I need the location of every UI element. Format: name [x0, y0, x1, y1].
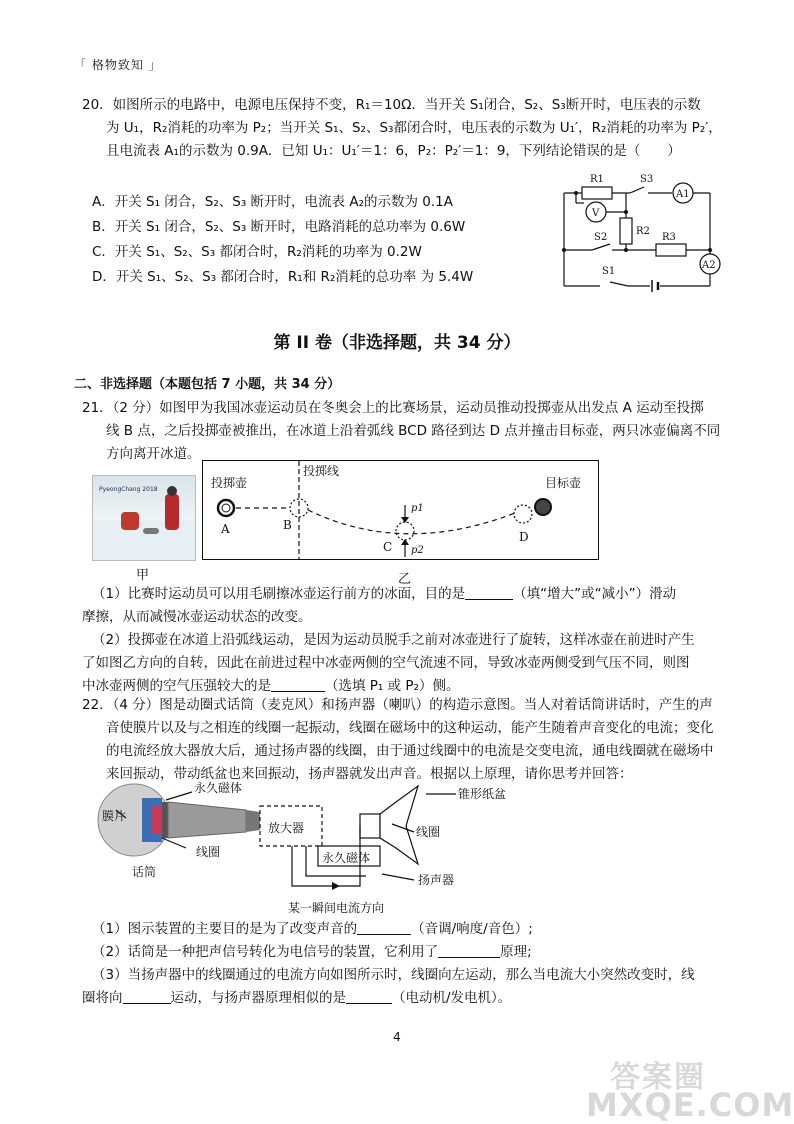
- label-cone: 锥形纸盆: [458, 787, 507, 801]
- stone-c: [396, 522, 414, 540]
- q22-sub3-b: 圈将向: [82, 990, 123, 1006]
- q22-sub1-b: （音调/响度/音色）;: [411, 921, 533, 937]
- microphone-speaker-diagram: [96, 780, 556, 918]
- q22-line3: 的电流经放大器放大后，通过扬声器的线圈，由于通过线圈中的电流是交变电流，通电线圈就在磁场中: [106, 743, 714, 759]
- r3-resistor: [656, 244, 686, 256]
- q22-sub2-b: 原理;: [500, 944, 532, 960]
- q22-blank-4[interactable]: [346, 989, 392, 1004]
- page-header: 「 格物致知 」: [74, 58, 162, 72]
- label-c: C: [383, 540, 393, 554]
- label-r2: R2: [636, 226, 650, 237]
- label-s3: S3: [640, 174, 654, 185]
- photo-caption: PyeongChang 2018: [99, 486, 158, 493]
- q21-subquestions: [82, 583, 722, 698]
- q21-sub1-c: 摩擦，从而减慢冰壶运动状态的改变。: [82, 609, 312, 625]
- label-p1: p1: [411, 503, 424, 514]
- speaker-coil: [360, 814, 380, 838]
- q22-subquestions: [82, 918, 722, 1010]
- circuit-diagram: [552, 168, 727, 296]
- section-title: 第 II 卷（非选择题，共 34 分）: [273, 333, 521, 353]
- q22-blank-1[interactable]: [357, 920, 411, 935]
- page-number: 4: [393, 1030, 401, 1044]
- q22-sub3-c: 运动，与扬声器原理相似的是: [170, 990, 346, 1006]
- q22-sub3-d: （电动机/发电机）。: [392, 990, 512, 1006]
- watermark-logo: 答案圈: [610, 1060, 706, 1095]
- label-r1: R1: [590, 174, 604, 185]
- q21-sub1-a: （1）比赛时运动员可以用毛刷擦冰壶运行前方的冰面，目的是: [92, 586, 466, 602]
- q22-blank-3[interactable]: [123, 989, 171, 1004]
- q21-sub2-c: 中冰壶两侧的空气压强较大的是: [82, 678, 271, 694]
- q21-blank-1[interactable]: [465, 585, 513, 600]
- q21-sub2-b: 了如图乙方向的自转，因此在前进过程中冰壶两侧的空气流速不同，导致冰壶两侧受到气压不同，则图: [82, 655, 690, 671]
- label-membrane: 膜片: [102, 809, 127, 823]
- q21-sub2-d: （选填 P₁ 或 P₂）侧。: [325, 678, 460, 694]
- target-stone: [535, 499, 551, 515]
- curling-photo: [92, 475, 196, 561]
- label-thrown-stone: 投掷壶: [211, 476, 248, 490]
- q22-line4: 来回振动，带动纸盆也来回振动，扬声器就发出声音。根据以上原理，请你思考并回答：: [106, 766, 633, 782]
- q21-line2: 线 B 点，之后投掷壶被推出，在冰道上沿着弧线 BCD 路径到达 D 点并撞击目标壶，两只冰壶偏离不同: [106, 423, 721, 439]
- label-s1: S1: [602, 266, 616, 277]
- section-subtitle: 二、非选择题（本题包括 7 小题，共 34 分）: [74, 377, 341, 392]
- question-21: [82, 397, 722, 466]
- label-s2: S2: [594, 232, 608, 243]
- curling-path-diagram: [202, 460, 599, 560]
- label-r3: R3: [662, 232, 676, 243]
- watermark-url: MXQE.COM: [586, 1086, 794, 1124]
- q21-sub2-a: （2）投掷壶在冰道上沿弧线运动，是因为运动员脱手之前对冰壶进行了旋转，这样冰壶在前进时产生: [92, 632, 695, 648]
- question-22: [82, 694, 722, 786]
- figure-a-caption: 甲: [136, 568, 150, 583]
- label-mic: 话筒: [132, 865, 157, 879]
- figure-b-caption: 乙: [398, 572, 412, 587]
- q22-blank-2[interactable]: [438, 943, 500, 958]
- q20-line2: 为 U₁，R₂消耗的功率为 P₂；当开关 S₁、S₂、S₃都闭合时，电压表的示数为 U₁′，R₂消耗的功率为 P₂′，: [106, 120, 722, 136]
- label-throw-line: 投掷线: [303, 464, 340, 478]
- label-v: V: [592, 208, 600, 219]
- speaker-cone: [380, 786, 418, 864]
- q22-sub2-a: （2）话筒是一种把声信号转化为电信号的装置，它利用了: [92, 944, 439, 960]
- label-target-stone: 目标壶: [545, 476, 582, 490]
- q20-line3: 且电流表 A₁的示数为 0.9A．已知 U₁：U₁′＝1：6，P₂：P₂′＝1：9，下列结论错误的是（ ）: [106, 143, 681, 159]
- option-b: B．开关 S₁ 闭合，S₂、S₃ 断开时，电路消耗的总功率为 0.6W: [92, 219, 466, 235]
- option-c: C．开关 S₁、S₂、S₃ 都闭合时，R₂消耗的功率为 0.2W: [92, 244, 422, 260]
- label-coil-2: 线圈: [416, 825, 441, 839]
- q21-line3: 方向离开冰道。: [106, 446, 201, 462]
- label-magnet-1: 永久磁体: [194, 781, 243, 795]
- q22-sub3-a: （3）当扬声器中的线圈通过的电流方向如图所示时，线圈向左运动，那么当电流大小突然改变时，线: [92, 967, 695, 983]
- q21-line1: 21．（2 分）如图甲为我国冰壶运动员在冬奥会上的比赛场景，运动员推动投掷壶从出发点 A 运动至投掷: [82, 400, 704, 416]
- label-current-direction: 某一瞬间电流方向: [288, 901, 385, 915]
- label-p2: p2: [411, 545, 424, 556]
- q20-options: [92, 190, 562, 290]
- label-magnet-2: 永久磁体: [322, 851, 371, 865]
- label-a1: A1: [676, 189, 690, 200]
- label-b: B: [283, 518, 292, 532]
- label-coil-1: 线圈: [196, 845, 221, 859]
- q21-blank-2[interactable]: [271, 677, 325, 692]
- q21-sub1-b: （填“增大”或“减小”）滑动: [513, 586, 677, 602]
- label-speaker: 扬声器: [418, 873, 455, 887]
- label-amplifier: 放大器: [268, 821, 305, 835]
- q22-sub1-a: （1）图示装置的主要目的是为了改变声音的: [92, 921, 358, 937]
- option-d: D．开关 S₁、S₂、S₃ 都闭合时，R₁和 R₂消耗的总功率 为 5.4W: [92, 269, 474, 285]
- q22-line2: 音使膜片以及与之相连的线圈一起振动，线圈在磁场中的这种运动，能产生随着声音变化的电流；变化: [106, 720, 714, 736]
- label-a2: A2: [702, 260, 716, 271]
- option-a: A．开关 S₁ 闭合，S₂、S₃ 断开时，电流表 A₂的示数为 0.1A: [92, 194, 453, 210]
- q22-line1: 22．（4 分）图是动圈式话筒（麦克风）和扬声器（喇叭）的构造示意图。当人对着话筒讲话时，产生的声: [82, 697, 713, 713]
- stone-a: [218, 500, 234, 516]
- r2-resistor: [620, 218, 632, 244]
- stone-d: [514, 505, 532, 523]
- r1-resistor: [582, 187, 612, 199]
- label-d: D: [519, 530, 529, 544]
- question-20: [82, 94, 722, 163]
- label-a: A: [221, 522, 230, 536]
- q20-line1: 20．如图所示的电路中，电源电压保持不变，R₁＝10Ω．当开关 S₁闭合，S₂、S₃断开时，电压表的示数: [82, 97, 701, 113]
